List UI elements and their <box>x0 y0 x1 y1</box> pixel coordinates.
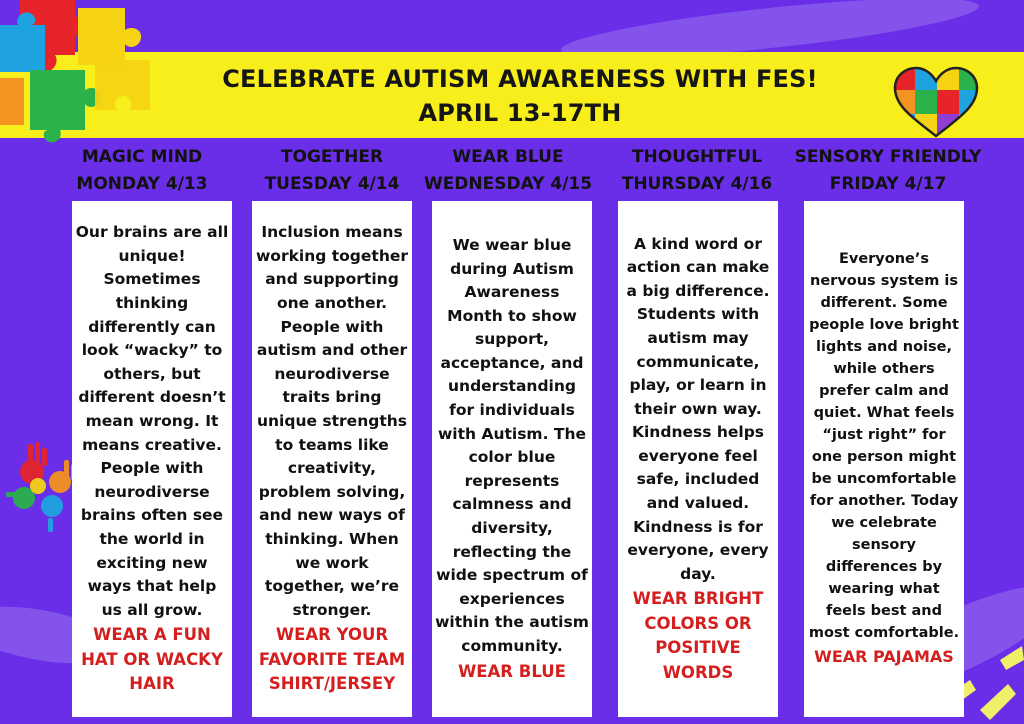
day-header-friday <box>786 144 990 198</box>
day-card-friday <box>804 201 964 717</box>
card-call-to-action: WEAR BRIGHT COLORS OR POSITIVE WORDS <box>632 589 764 682</box>
day-header-thursday <box>606 144 788 198</box>
day-theme: WEAR BLUE <box>452 147 564 167</box>
card-call-to-action: WEAR BLUE <box>458 661 566 681</box>
puzzle-heart-icon <box>893 66 979 138</box>
day-theme: MAGIC MIND <box>81 147 203 167</box>
day-card-monday <box>72 201 232 717</box>
day-theme: SENSORY FRIENDLY <box>794 147 982 167</box>
day-theme: TOGETHER <box>280 147 384 167</box>
day-header-monday <box>52 144 232 198</box>
day-card-wednesday <box>432 201 592 717</box>
card-body-text: Our brains are all unique! Sometimes thinking differently can look “wacky” to others, but different doesn’t mean wrong. It means creative. People with neurodiverse brains often see the world in exciting new ways that help us all grow. <box>75 223 229 619</box>
day-date: WEDNESDAY 4/15 <box>423 174 593 194</box>
day-header-tuesday <box>242 144 422 198</box>
day-date: FRIDAY 4/17 <box>829 174 947 194</box>
card-call-to-action: WEAR A FUN HAT OR WACKY HAIR <box>81 625 223 694</box>
day-card-tuesday <box>252 201 412 717</box>
card-call-to-action: WEAR YOUR FAVORITE TEAM SHIRT/JERSEY <box>258 625 406 694</box>
day-date: MONDAY 4/13 <box>76 174 208 194</box>
day-card-thursday <box>618 201 778 717</box>
card-call-to-action: WEAR PAJAMAS <box>814 647 954 667</box>
day-header-wednesday <box>414 144 602 198</box>
day-date: TUESDAY 4/14 <box>264 174 400 194</box>
card-body-text: Everyone’s nervous system is different. Some people love bright lights and noise, while others prefer calm and quiet. What feels “just right” for one person might be uncomfortable for another. Today we celebrate sensory differences by wearing what feels best and most comfortable. <box>808 251 960 642</box>
day-date: THURSDAY 4/16 <box>621 174 773 194</box>
card-body-text: We wear blue during Autism Awareness Month to show support, acceptance, and understanding for individuals with Autism. The color blue represents calmness and diversity, reflecting the wide spectrum of experiences within the autism community. <box>435 235 589 655</box>
puzzle-pieces-icon <box>0 0 160 150</box>
day-theme: THOUGHTFUL <box>631 147 763 167</box>
page-subtitle: APRIL 13-17TH <box>418 99 622 127</box>
card-body-text: Inclusion means working together and supporting one another. People with autism and other neurodiverse traits bring unique strengths to teams like creativity, problem solving, and new ways of thinking. When we work together, we’re stronger. <box>255 223 409 619</box>
card-body-text: A kind word or action can make a big difference. Students with autism may communicate, play, or learn in their own way. Kindness helps everyone feel safe, included and valued. Kindness is for everyone, every day. <box>626 234 770 583</box>
page-title: CELEBRATE AUTISM AWARENESS WITH FES! <box>222 65 818 93</box>
